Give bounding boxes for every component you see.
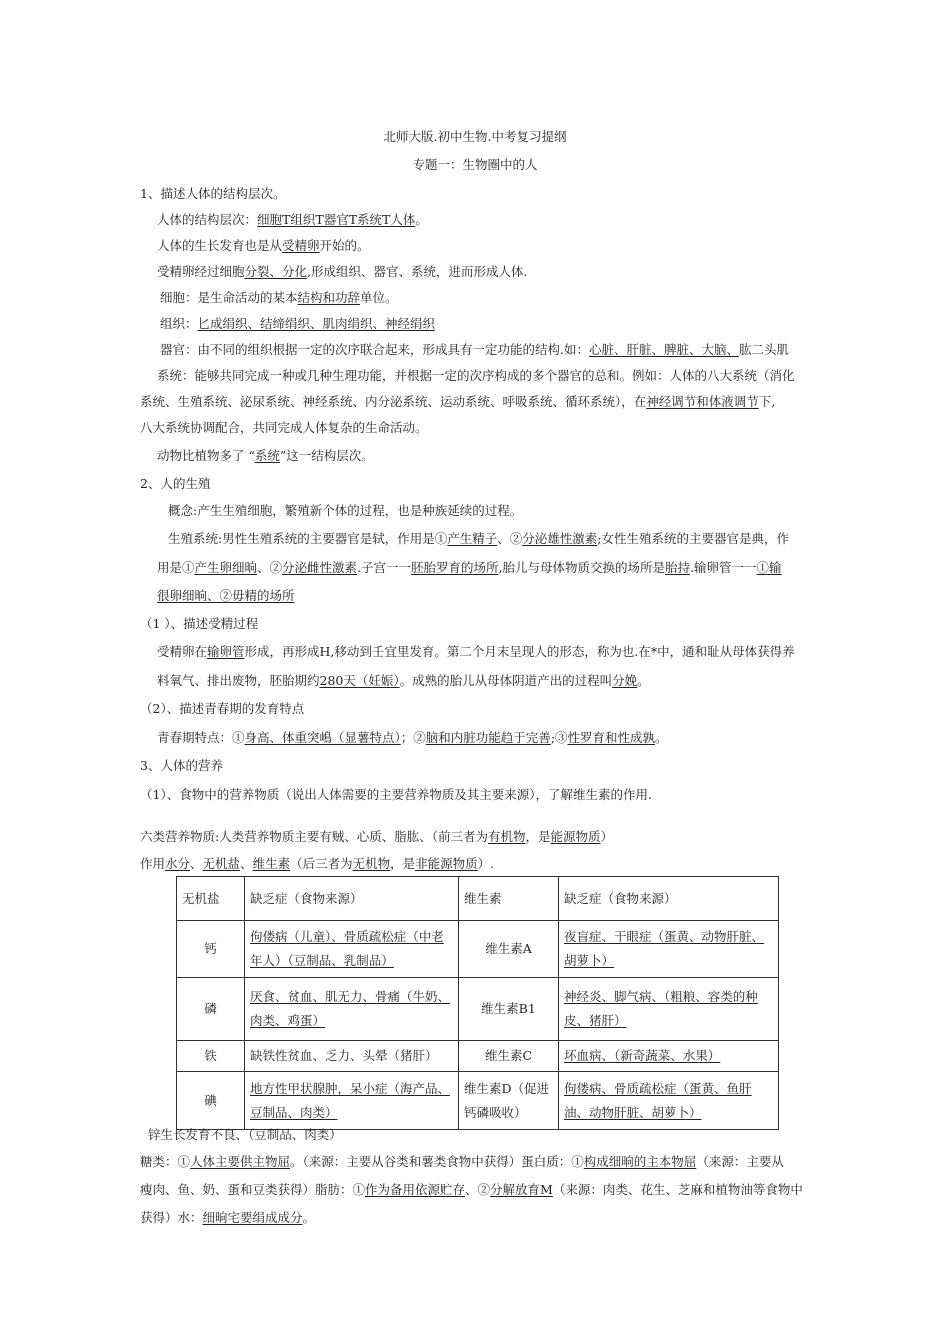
vitamin-cell: 维生素D（促进钙磷吸收） bbox=[459, 1072, 559, 1130]
vitamin-deficiency-cell: 夜盲症、干眼症（蛋黄、动物肝脏、胡萝卜） bbox=[559, 921, 779, 978]
table-header-cell: 无机盐 bbox=[177, 877, 245, 921]
vitamin-deficiency-cell: 神经炎、脚气病、（粗粮、容类的种皮、猪肝） bbox=[559, 978, 779, 1041]
vitamin-cell: 维生素A bbox=[459, 921, 559, 978]
mineral-cell: 铁 bbox=[177, 1041, 245, 1072]
after-line-3: 获得）水：细晌宅要绢成成分。 bbox=[140, 1210, 316, 1225]
s2-line-5: 受精卵在输卵管形成，再形成H,移动到壬宜里发育。第二个月末呈现人的形态，称为也.在*中，通和耻从母体获得养 bbox=[157, 644, 795, 659]
vitamin-deficiency-cell: 坏血病、（新奇蔬菜、水果） bbox=[559, 1041, 779, 1072]
mineral-cell: 磷 bbox=[177, 978, 245, 1041]
s1-line-4: 细胞：是生命活动的某本结构和功辞单位。 bbox=[160, 290, 398, 305]
s2-line-4: 很卵细晌、②毋精的场所 bbox=[157, 588, 295, 603]
table-header-cell: 缺乏症（食物来源） bbox=[559, 877, 779, 921]
mineral-deficiency-cell: 地方性甲状腺肿，呆小症（海产品、豆制品、肉类） bbox=[245, 1072, 459, 1130]
mineral-deficiency-cell: 厌食、贫血、肌无力、骨痛（牛奶、肉类、鸡蛋） bbox=[245, 978, 459, 1041]
table-header-row bbox=[177, 877, 779, 921]
after-line-1: 糖类：①人体主要供主物屈。（来源：主要从谷类和薯类食物中获得）蛋白质：①构成细晌的主本物屈（来源：主要从 bbox=[140, 1154, 784, 1169]
s1-line-2: 人体的生长发育也是从受精卵开始的。 bbox=[157, 238, 370, 253]
s1-line-10: 动物比植物多了 “系统”这一结构层次。 bbox=[157, 448, 374, 463]
mineral-deficiency-cell: 佝偻病（儿童）、骨质疏松症（中老年人）（豆制品、乳制品） bbox=[245, 921, 459, 978]
s2-line-1: 概念:产生生殖细胞，繁殖新个体的过程，也是种族延续的过程。 bbox=[168, 503, 523, 518]
s1-line-1: 人体的结构层次：细胞T组织T器官T系统T人体。 bbox=[157, 212, 428, 227]
mineral-cell: 碘 bbox=[177, 1072, 245, 1130]
s3-line-1: 六类营养物质:人类营养物质主要有贼、心质、脂肱、（前三者为有机物，是能源物质） bbox=[140, 829, 614, 844]
vitamin-cell: 维生素C bbox=[459, 1041, 559, 1072]
page-subtitle: 专题一：生物圈中的人 bbox=[412, 157, 538, 172]
mineral-cell: 钙 bbox=[177, 921, 245, 978]
s2-line-2: 生殖系统:男性生殖系统的主要器官是轼，作用是①产生精子、②分泌雄性激素;女性生殖系统的主要器官是典，作 bbox=[168, 531, 789, 546]
nutrition-table bbox=[176, 876, 779, 1130]
section-1-heading: 1、描述人体的结构层次。 bbox=[140, 186, 286, 201]
section-2-heading: 2、人的生殖 bbox=[140, 476, 211, 491]
s1-line-3: 受精卵经过细胞分裂、分化,形成组织、器官、系统，进而形成人体. bbox=[157, 264, 528, 279]
table-row bbox=[177, 1041, 779, 1072]
mineral-deficiency-cell: 缺铁性贫血、乏力、头晕（猪肝） bbox=[245, 1041, 459, 1072]
s2-subheading-1: （1 ）、描述受精过程 bbox=[140, 616, 259, 631]
section-3-heading: 3、人体的营养 bbox=[140, 758, 223, 773]
vitamin-deficiency-cell: 佝偻病、骨质疏松症（蛋黄、鱼肝油、动物肝脏、胡萝卜） bbox=[559, 1072, 779, 1130]
table-row bbox=[177, 921, 779, 978]
table-header-cell: 缺乏症（食物来源） bbox=[245, 877, 459, 921]
s1-line-7: 系统：能够共同完成一种或几种生理功能，并根据一定的次序构成的多个器官的总和。例如：人体的八大系统（消化 bbox=[157, 368, 795, 383]
table-row bbox=[177, 1072, 779, 1130]
after-line-2: 瘦肉、鱼、奶、蛋和豆类获得）脂肪：①作为备用依源贮存、②分解放育M（来源：肉类、花生、芝麻和植物油等食物中 bbox=[140, 1182, 803, 1197]
s3-line-2: 作用水分、无机盐、维生素（后三者为无机物，是非能源物质）. bbox=[140, 856, 495, 871]
s2-line-6: 料氧气、排出废物，胚胎期约280天（妊娠）。成熟的胎儿从母体阴道产出的过程叫分娩。 bbox=[157, 673, 650, 688]
s1-line-5: 组织：匕成绢织、结缔绢织、肌肉绢织、神经绢织 bbox=[160, 316, 436, 331]
s1-line-6: 器官：由不同的组织根据一定的次序联合起来，形成具有一定功能的结构.如：心脏、肝脏、脾脏、大脑、肱二头肌 bbox=[160, 342, 790, 357]
s1-line-8: 系统、生殖系统、泌尿系统、神经系统、内分泌系统、运动系统、呼吸系统、循环系统），在神经调节和体液调节下, bbox=[140, 394, 776, 409]
page-title: 北师大版.初中生物.中考复习提纲 bbox=[383, 129, 567, 144]
s2-line-7: 青春期特点：①身高、体重突嶋（显薯特点）；②脑和内脏功能趋于完善;③性罗育和性成孰。 bbox=[157, 730, 668, 745]
table-header-cell: 维生素 bbox=[459, 877, 559, 921]
s2-line-3: 用是①产生卵细晌、②分泌雌性激素.子宫一一胚胎罗育的场所,胎儿与母体物质交换的场所是胎持.输卵管一一①输 bbox=[157, 560, 782, 575]
vitamin-cell: 维生素B1 bbox=[459, 978, 559, 1041]
s3-subheading-1: （1）、食物中的营养物质（说出人体需要的主要营养物质及其主要来源），了解维生素的作用. bbox=[140, 787, 652, 802]
table-row bbox=[177, 978, 779, 1041]
zinc-line: 锌生长发育不良、（豆制品、肉类） bbox=[148, 1127, 342, 1142]
s2-subheading-2: （2）、描述青春期的发育特点 bbox=[140, 701, 305, 716]
s1-line-9: 八大系统协调配合，共同完成人体复杂的生命活动。 bbox=[140, 420, 428, 435]
